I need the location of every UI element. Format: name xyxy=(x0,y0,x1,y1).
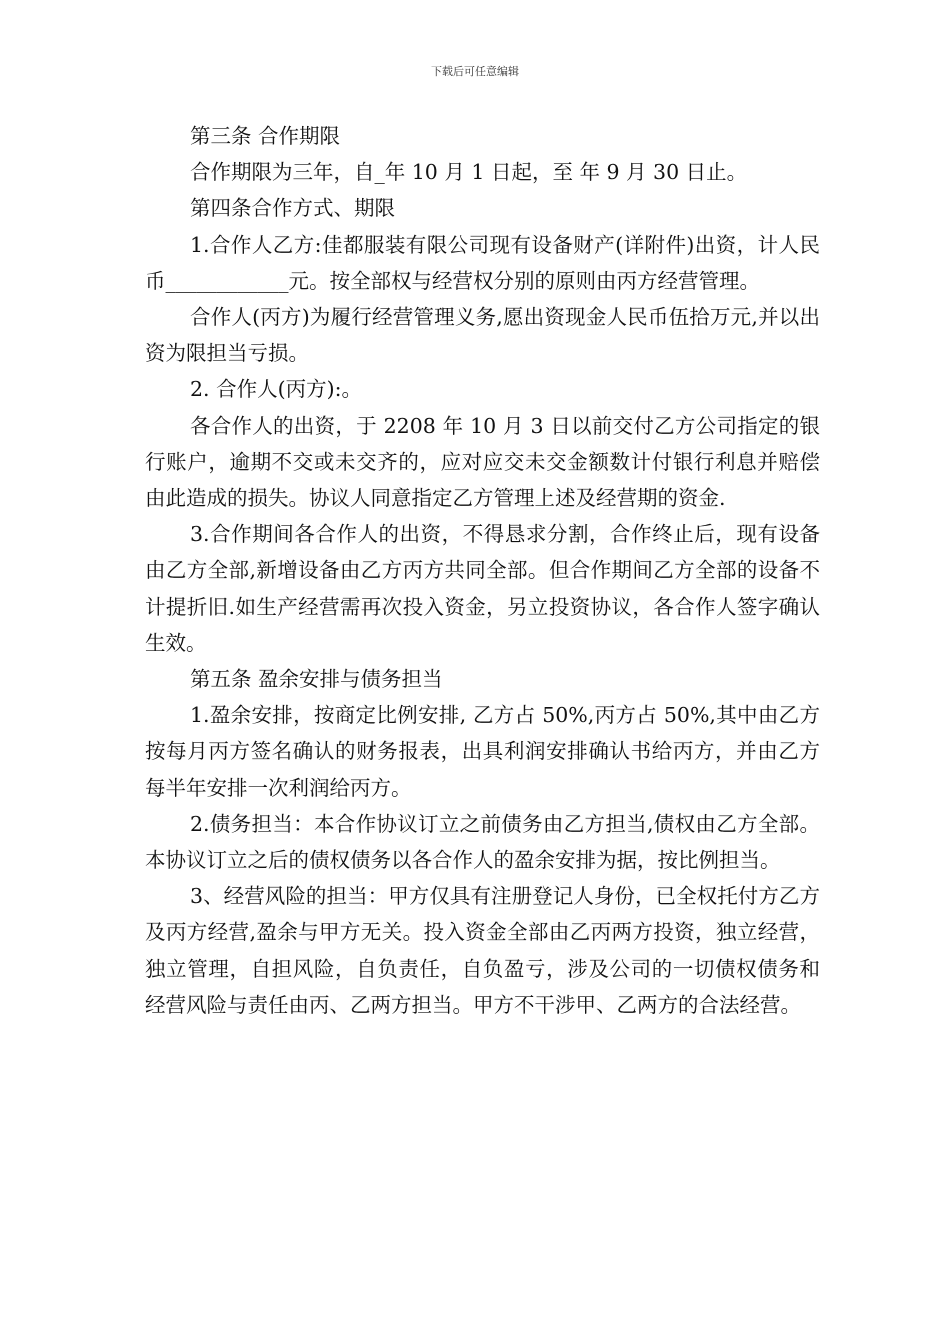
paragraph: 1.合作人乙方:佳都服装有限公司现有设备财产(详附件)出资，计人民币____________元。按全部权与经营权分别的原则由丙方经营管理。 xyxy=(145,232,820,293)
paragraph: 2. 合作人(丙方):。 xyxy=(190,377,362,402)
section-heading: 第四条合作方式、期限 xyxy=(190,196,395,221)
section-heading: 第五条 盈余安排与债务担当 xyxy=(190,667,443,692)
paragraph: 合作人(丙方)为履行经营管理义务,愿出资现金人民币伍拾万元,并以出资为限担当亏损。 xyxy=(145,305,820,366)
paragraph: 3.合作期间各合作人的出资，不得恳求分割，合作终止后，现有设备由乙方全部,新增设备由乙方丙方共同全部。但合作期间乙方全部的设备不计提折旧.如生产经营需再次投入资金，另立投资协议，各合作人签字确认生效。 xyxy=(145,522,820,655)
paragraph: 各合作人的出资，于 2208 年 10 月 3 日以前交付乙方公司指定的银行账户，逾期不交或未交齐的，应对应交未交金额数计付银行利息并赔偿由此造成的损失。协议人同意指定乙方管理上述及经营期的资金. xyxy=(145,413,820,511)
paragraph: 1.盈余安排，按商定比例安排, 乙方占 50%,丙方占 50%,其中由乙方按每月丙方签名确认的财务报表，出具利润安排确认书给丙方，并由乙方每半年安排一次利润给丙方。 xyxy=(145,703,820,800)
paragraph: 3、经营风险的担当：甲方仅具有注册登记人身份，已全权托付方乙方及丙方经营,盈余与甲方无关。投入资金全部由乙丙两方投资，独立经营，独立管理，自担风险，自负责任，自负盈亏，涉及公司的一切债权债务和经营风险与责任由丙、乙两方担当。甲方不干涉甲、乙两方的合法经营。 xyxy=(145,884,820,1017)
section-heading: 第三条 合作期限 xyxy=(190,124,341,148)
document-body xyxy=(145,118,820,1023)
page-header: 下载后可任意编辑 xyxy=(431,65,519,78)
paragraph: 2.债务担当：本合作协议订立之前债务由乙方担当,债权由乙方全部。本协议订立之后的债权债务以各合作人的盈余安排为据，按比例担当。 xyxy=(145,811,820,873)
paragraph: 合作期限为三年，自_年 10 月 1 日起，至 年 9 月 30 日止。 xyxy=(190,160,748,185)
